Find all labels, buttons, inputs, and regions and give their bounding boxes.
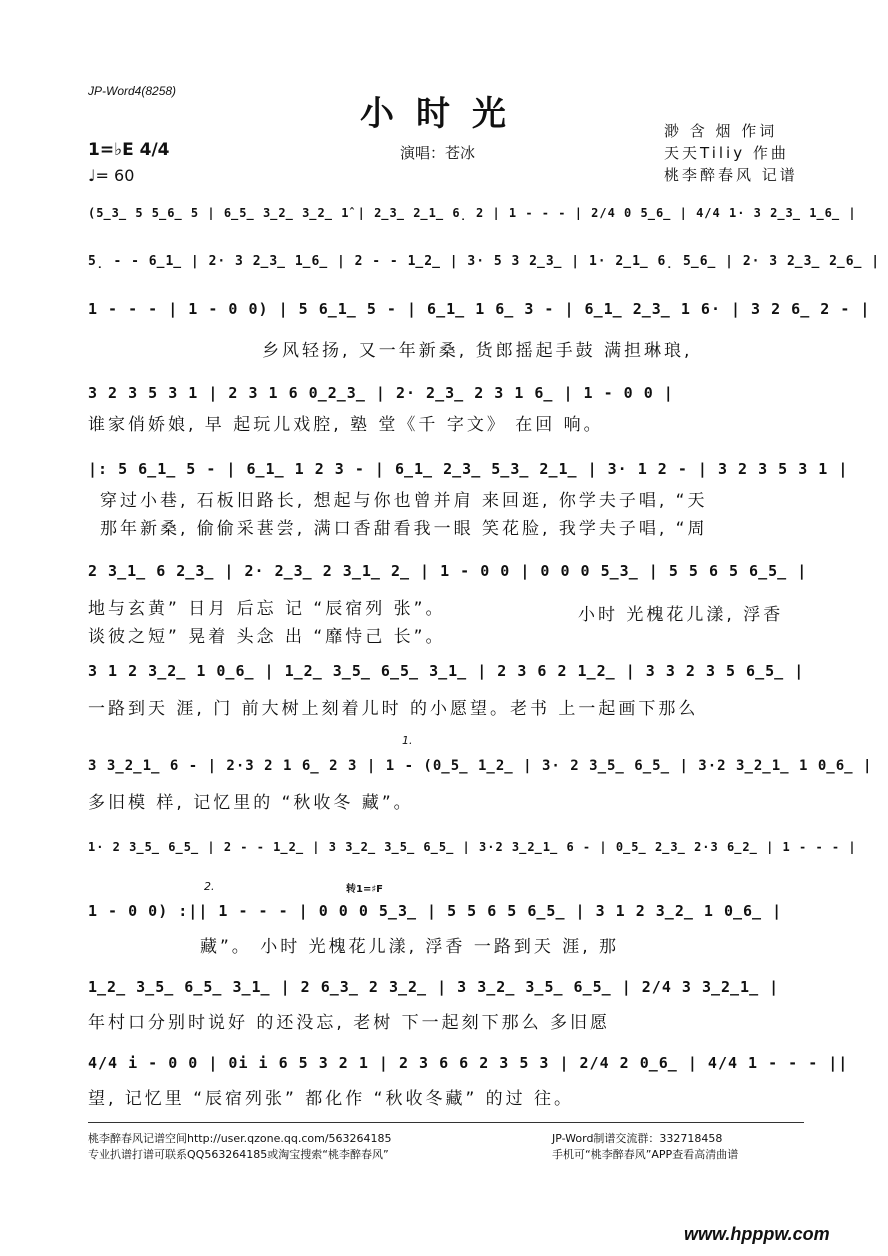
tempo-marking: ♩= 60 [88, 166, 135, 185]
volta-second-ending: 2. [204, 880, 215, 893]
footer-group-note: JP-Word制谱交流群：332718458 [552, 1132, 723, 1145]
notation-line: (5̲3̲ 5 5̲6̲ 5 | 6̲5̲ 3̲2̲ 3̲2̲ 1̂ | 2̲3̲ 2̲1̲ 6̣ 2 | 1 - - - | 2/4 0 5̲6̲ | 4/4 1· 3 2̲3̲ 1̲6̲ | [88, 206, 857, 220]
notation-line: 1 - - - | 1 - 0 0) | 5 6̲1̲ 5 - | 6̲1̲ 1 6̲ 3 - | 6̲1̲ 2̲3̲ 1 6· | 3 2 6̲ 2 - | [88, 300, 871, 318]
software-label: JP-Word4(8258) [88, 84, 177, 98]
notation-line: 2 3̲1̲ 6 2̲3̲ | 2· 2̲3̲ 2 3̲1̲ 2̲ | 1 - 0 0 | 0 0 0 5̲3̲ | 5 5 6 5 6̲5̲ | [88, 562, 808, 580]
lyric-line-verse-1: 地与玄黄” 日月 后忘 记 “辰宿列 张”。 [88, 599, 446, 619]
lyric-line: 多旧模 样, 记忆里的 “秋收冬 藏”。 [88, 793, 414, 813]
lyric-line: 藏”。 小时 光槐花儿漾, 浮香 一路到天 涯, 那 [200, 937, 620, 957]
website-watermark[interactable]: www.hpppw.com [684, 1224, 830, 1244]
lyric-line: 谁家俏娇娘, 早 起玩儿戏腔, 塾 堂《千 字文》 在回 响。 [88, 415, 604, 435]
volta-first-ending: 1. [402, 734, 413, 747]
footer-app-note: 手机可“桃李醉春风”APP查看高清曲谱 [552, 1148, 739, 1161]
transcriber-credit: 桃李醉春风 记谱 [664, 166, 798, 184]
notation-line: 1 - 0 0) :|| 1 - - - | 0 0 0 5̲3̲ | 5 5 6 5 6̲5̲ | 3 1 2 3̲2̲ 1 0̲6̲ | [88, 902, 783, 920]
lyricist-credit: 渺 含 烟 作词 [664, 122, 778, 140]
lyric-line-chorus: 小时 光槐花儿漾, 浮香 [578, 605, 784, 625]
singer-credit: 演唱：苍冰 [400, 144, 476, 162]
song-title: 小时光 [360, 94, 528, 134]
notation-line: 3 2 3 5 3 1 | 2 3 1 6 0̲2̲3̲ | 2· 2̲3̲ 2 3 1 6̲ | 1 - 0 0 | [88, 384, 674, 402]
notation-line: 3 3̲2̲1̲ 6 - | 2·3 2 1 6̲ 2 3 | 1 - (0̲5̲ 1̲2̲ | 3· 2 3̲5̲ 6̲5̲ | 3·2 3̲2̲1̲ 1 0̲6̲ | [88, 758, 873, 774]
composer-credit: 天天Tiliy 作曲 [664, 144, 789, 162]
lyric-line-verse-2: 谈彼之短” 晃着 头念 出 “靡恃己 长”。 [88, 627, 446, 647]
footer-divider [88, 1122, 804, 1123]
notation-line: 5̣ - - 6̲1̲ | 2· 3 2̲3̲ 1̲6̲ | 2 - - 1̲2̲ | 3· 5 3 2̲3̲ | 1· 2̲1̲ 6̣ 5̲6̲ | 2· 3 2̲3̲ 2̲6̲ | [88, 254, 881, 269]
notation-line: 3 1 2 3̲2̲ 1 0̲6̲ | 1̲2̲ 3̲5̲ 6̲5̲ 3̲1̲ | 2 3 6 2 1̲2̲ | 3 3 2 3 5 6̲5̲ | [88, 662, 805, 680]
lyric-line: 一路到天 涯, 门 前大树上刻着儿时 的小愿望。老书 上一起画下那么 [88, 699, 699, 719]
modulation-marking: 转1=♯F [346, 884, 384, 895]
lyric-line-verse-2: 那年新桑, 偷偷采葚尝, 满口香甜看我一眼 笑花脸, 我学夫子唱, “周 [100, 519, 708, 539]
footer-qzone-link[interactable]: 桃李醉春风记谱空间http://user.qzone.qq.com/563264185 [88, 1132, 392, 1145]
lyric-line: 年村口分别时说好 的还没忘, 老树 下一起刻下那么 多旧愿 [88, 1013, 611, 1033]
footer-contact-note: 专业扒谱打谱可联系QQ563264185或淘宝搜索“桃李醉春风” [88, 1148, 389, 1161]
notation-line: 4/4 i - 0 0 | 0i i 6 5 3 2 1 | 2 3 6 6 2 3 5 3 | 2/4 2 0̲6̲ | 4/4 1 - - - || [88, 1054, 849, 1072]
notation-line: 1· 2 3̲5̲ 6̲5̲ | 2 - - 1̲2̲ | 3 3̲2̲ 3̲5̲ 6̲5̲ | 3·2 3̲2̲1̲ 6 - | 0̲5̲ 2̲3̲ 2·3 6̲2̲ | 1 - - - | [88, 840, 857, 854]
key-signature: 1=♭E 4/4 [88, 140, 170, 160]
lyric-line-verse-1: 穿过小巷, 石板旧路长, 想起与你也曾并肩 来回逛, 你学夫子唱, “天 [100, 491, 708, 511]
lyric-line: 望, 记忆里 “辰宿列张” 都化作 “秋收冬藏” 的过 往。 [88, 1089, 575, 1109]
lyric-line: 乡风轻扬, 又一年新桑, 货郎摇起手鼓 满担琳琅, [262, 341, 693, 361]
notation-line: |: 5 6̲1̲ 5 - | 6̲1̲ 1 2 3 - | 6̲1̲ 2̲3̲ 5̲3̲ 2̲1̲ | 3· 1 2 - | 3 2 3 5 3 1 | [88, 460, 849, 478]
notation-line: 1̲2̲ 3̲5̲ 6̲5̲ 3̲1̲ | 2 6̲3̲ 2 3̲2̲ | 3 3̲2̲ 3̲5̲ 6̲5̲ | 2/4 3 3̲2̲1̲ | [88, 978, 780, 996]
